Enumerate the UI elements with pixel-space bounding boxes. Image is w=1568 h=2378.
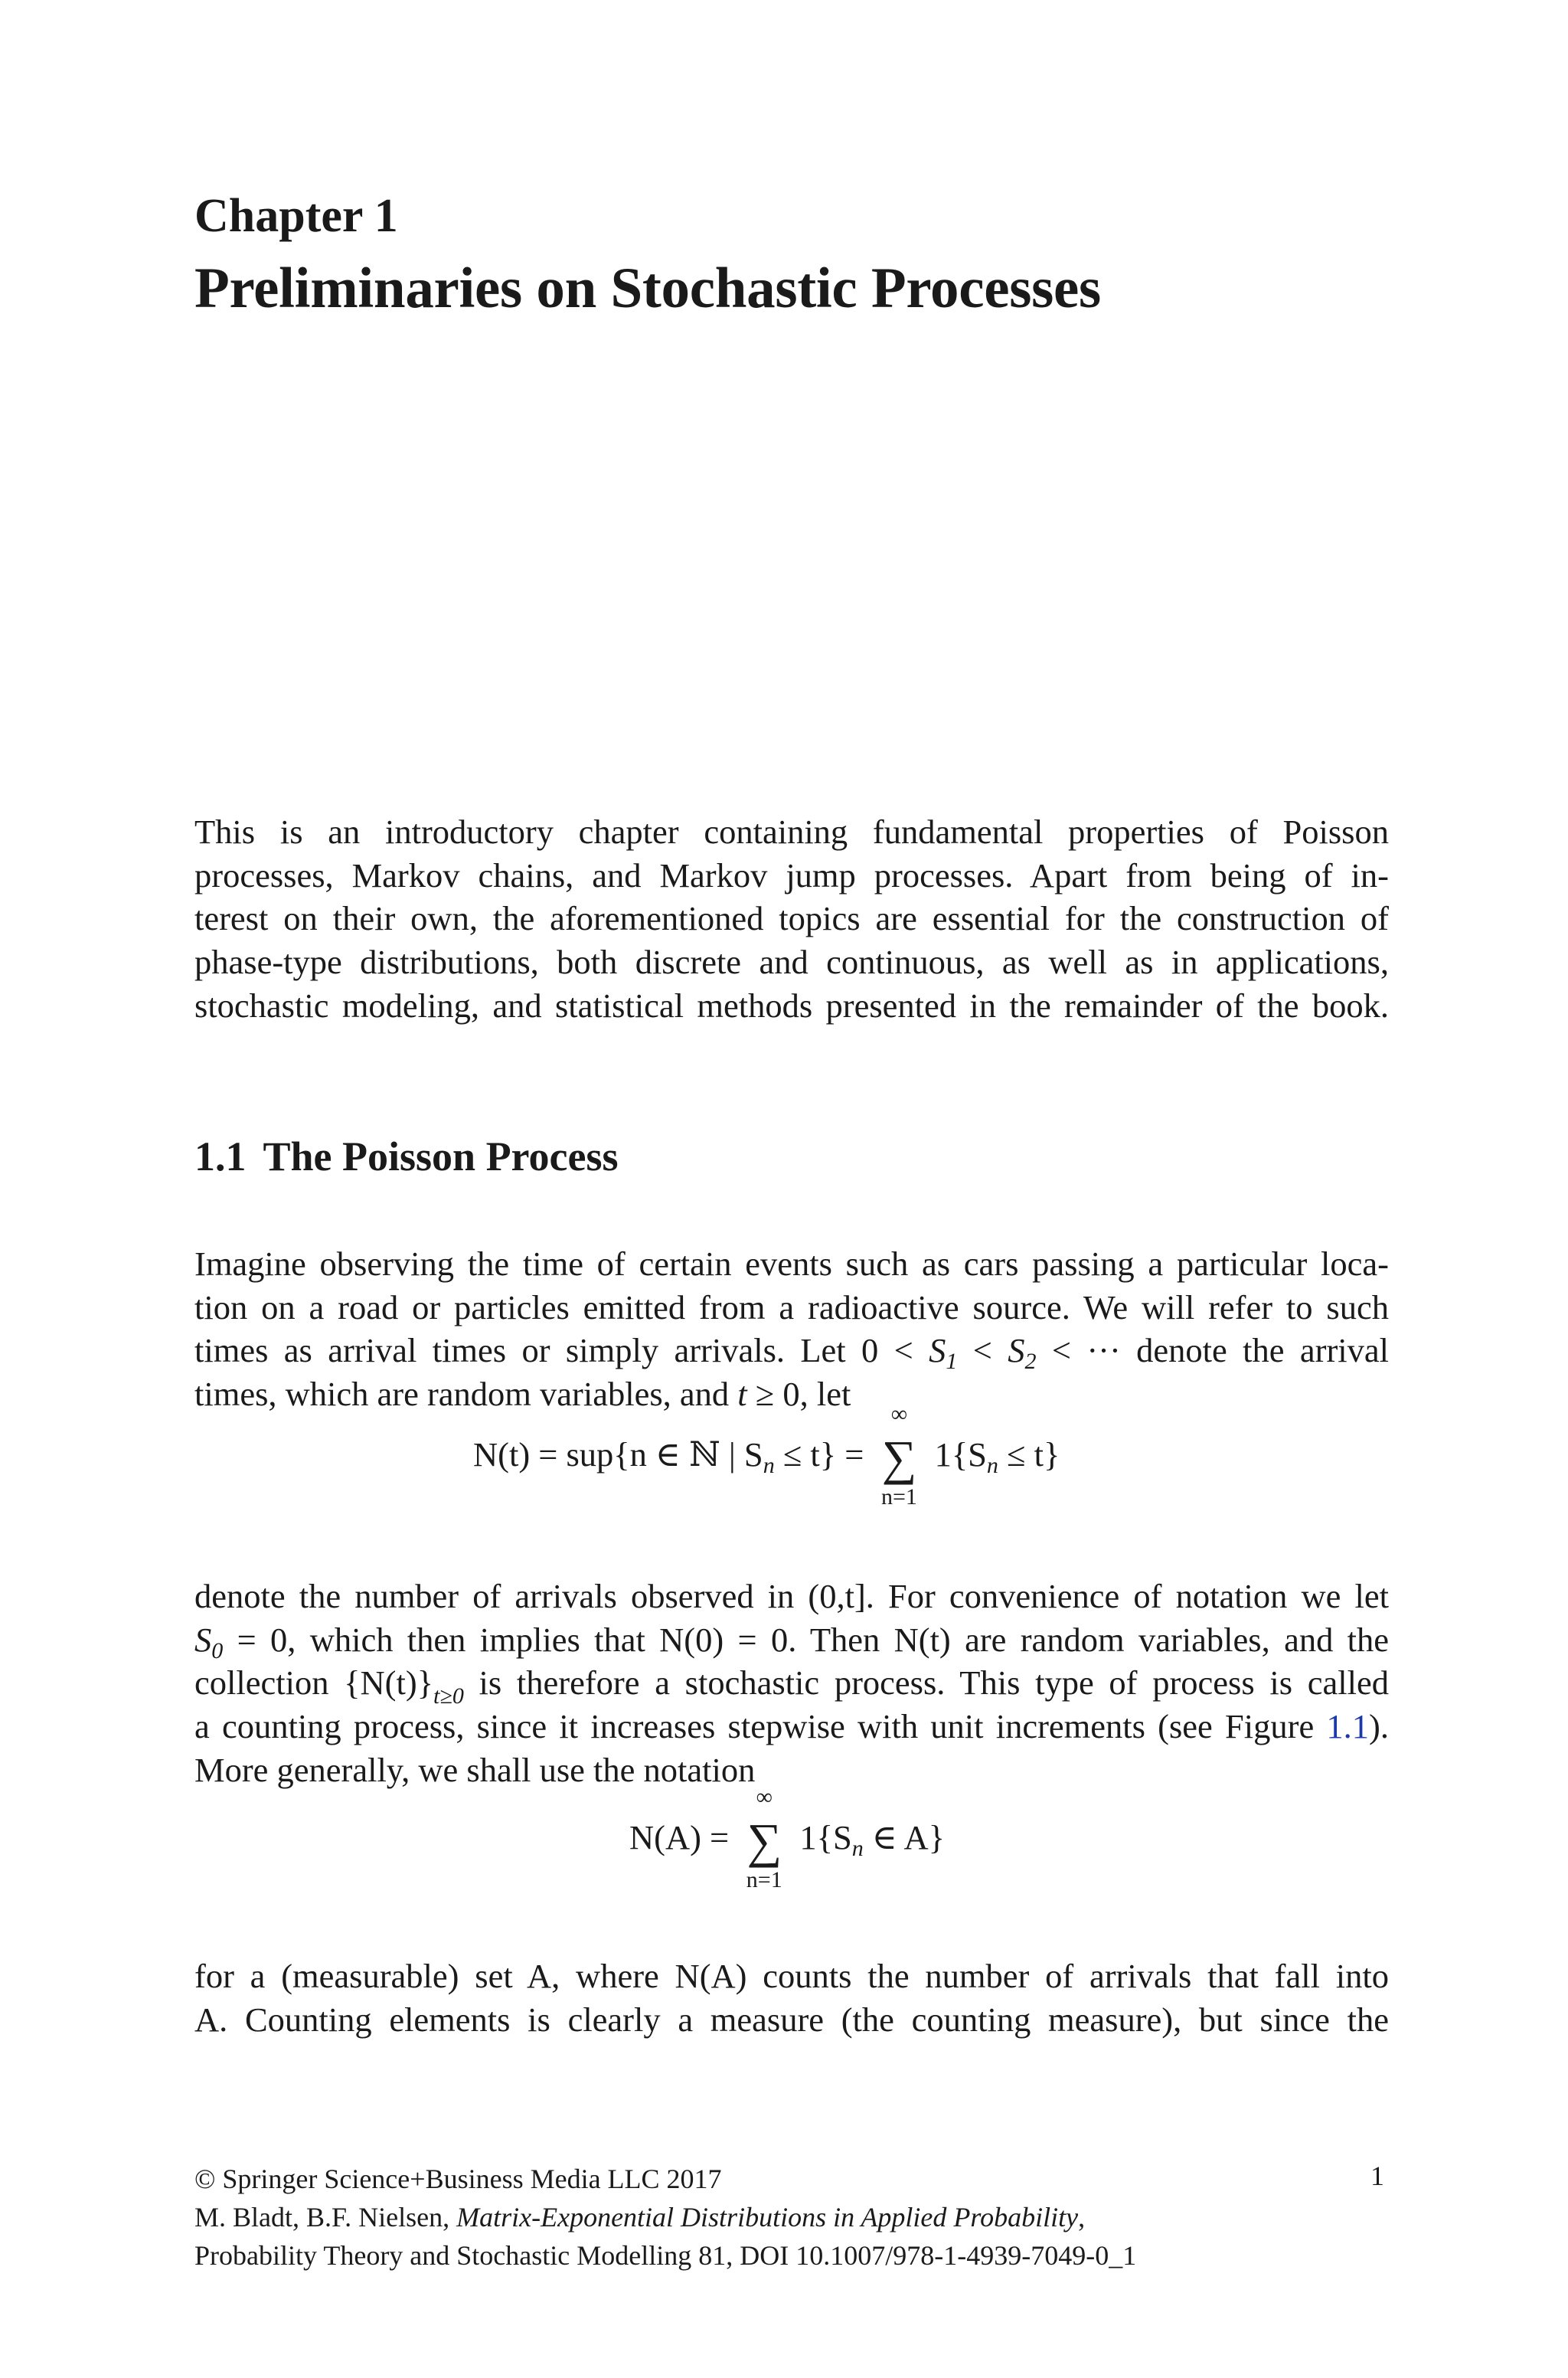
paragraph-line: A. Counting elements is clearly a measure (the counting measure), but since the — [194, 2000, 1389, 2039]
citation-line: M. Bladt, B.F. Nielsen, Matrix-Exponential Distributions in Applied Probability, — [194, 2202, 1086, 2232]
page-number: 1 — [1370, 2160, 1384, 2191]
paragraph-2 — [194, 1575, 1389, 1791]
series-line: Probability Theory and Stochastic Modelling 81, DOI 10.1007/978-1-4939-7049-0_1 — [194, 2240, 1137, 2271]
chapter-abstract — [194, 810, 1389, 1027]
abstract-line: processes, Markov chains, and Markov jump processes. Apart from being of in- — [194, 855, 1389, 895]
equation-counting-process: N(t) = sup{n ∈ ℕ | $S_n \le t$} = ∞ ∑ n=1 $1\{S_n \le t\}$ — [473, 1402, 1060, 1510]
paragraph-line: tion on a road or particles emitted from a radioactive source. We will refer to such — [194, 1287, 1389, 1326]
section-number: 1.1 — [194, 1133, 247, 1179]
sum-symbol: ∞ ∑ n=1 — [746, 1784, 782, 1892]
paragraph-line: Imagine observing the time of certain events such as cars passing a particular loca- — [194, 1245, 1389, 1283]
chapter-title: Preliminaries on Stochastic Processes — [194, 257, 1101, 320]
paragraph-line: denote the number of arrivals observed in (0,t]. For convenience of notation we let — [194, 1577, 1389, 1615]
sum-symbol: ∞ ∑ n=1 — [880, 1402, 917, 1510]
copyright-line: © Springer Science+Business Media LLC 2017 — [194, 2164, 722, 2194]
abstract-line: This is an introductory chapter containing fundamental properties of Poisson — [194, 813, 1389, 851]
paragraph-line: More generally, we shall use the notation — [194, 1750, 756, 1789]
paragraph-line: collection $\{N(t)\}_{t\ge 0}$ is therefore a stochastic process. This type of process is called — [194, 1663, 1389, 1706]
abstract-line: stochastic modeling, and statistical methods presented in the remainder of the book. — [194, 986, 1389, 1025]
paragraph-1 — [194, 1242, 1389, 1416]
paragraph-line: $S_0 = 0$, which then implies that N(0) = 0. Then N(t) are random variables, and the — [194, 1620, 1389, 1662]
section-title: The Poisson Process — [263, 1133, 619, 1179]
book-title: Matrix-Exponential Distributions in Applied Probability — [456, 2202, 1079, 2232]
abstract-line: terest on their own, the aforementioned topics are essential for the construction of — [194, 899, 1389, 938]
equation-counting-measure: N(A) = ∞ ∑ n=1 $1\{S_n$ ∈ A} — [629, 1784, 945, 1892]
paragraph-line: for a (measurable) set A, where N(A) counts the number of arrivals that fall into — [194, 1957, 1389, 1995]
section-heading — [194, 1132, 1389, 1182]
footer — [194, 2160, 1389, 2275]
abstract-line: phase-type distributions, both discrete and continuous, as well as in applications, — [194, 943, 1389, 982]
paragraph-line: times, which are random variables, and t ≥ 0, let — [194, 1375, 851, 1414]
paragraph-line: a counting process, since it increases stepwise with unit increments (see Figure 1.1). — [194, 1707, 1389, 1746]
paragraph-line: times as arrival times or simply arrivals. Let $0 < S_1 < S_2$ < ··· denote the arrival — [194, 1331, 1389, 1373]
figure-link[interactable]: 1.1 — [1326, 1707, 1370, 1746]
chapter-label: Chapter 1 — [194, 190, 398, 242]
paragraph-3 — [194, 1954, 1389, 2041]
